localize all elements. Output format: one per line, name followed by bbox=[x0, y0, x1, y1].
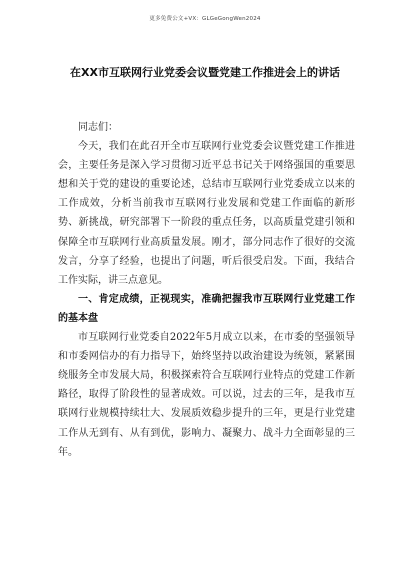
intro-paragraph: 今天，我们在此召开全市互联网行业党委会议暨党建工作推进会，主要任务是深入学习贯彻习近平总书记关于网络强国的重要思想和关于党的建设的重要论述，总结市互联网行业党委成立以来的工作成效，分析当前我市互联网行业发展和党建工作面临的新形势、新挑战，研究部署下一阶段的重点任务，以高质量党建引领和保障全市互联网行业高质量发展。刚才，部分同志作了很好的交流发言，分享了经验，也提出了问题，听后很受启发。下面，我结合工作实际，讲三点意见。 bbox=[58, 141, 355, 286]
salutation: 同志们： bbox=[78, 122, 118, 133]
document-body bbox=[58, 118, 355, 462]
section-paragraph: 市互联网行业党委自2022年5月成立以来，在市委的坚强领导和市委网信办的有力指导下，始终坚持以政治建设为统领，紧紧围绕服务全市发展大局，积极探索符合互联网行业特点的党建工作新路径，取得了阶段性的显著成效。可以说，过去的三年，是我市互联网行业规模持续壮大、发展质效稳步提升的三年，更是行业党建工作从无到有、从有到优，影响力、凝聚力、战斗力全面彰显的三年。 bbox=[58, 332, 355, 458]
header-note: 更多免费公文+VX：GLGeGongWen2024 bbox=[149, 16, 261, 22]
document-title: 在XX市互联网行业党委会议暨党建工作推进会上的讲话 bbox=[70, 66, 340, 79]
section-heading: 一、肯定成绩，正视现实，准确把握我市互联网行业党建工作的基本盘 bbox=[58, 293, 355, 324]
